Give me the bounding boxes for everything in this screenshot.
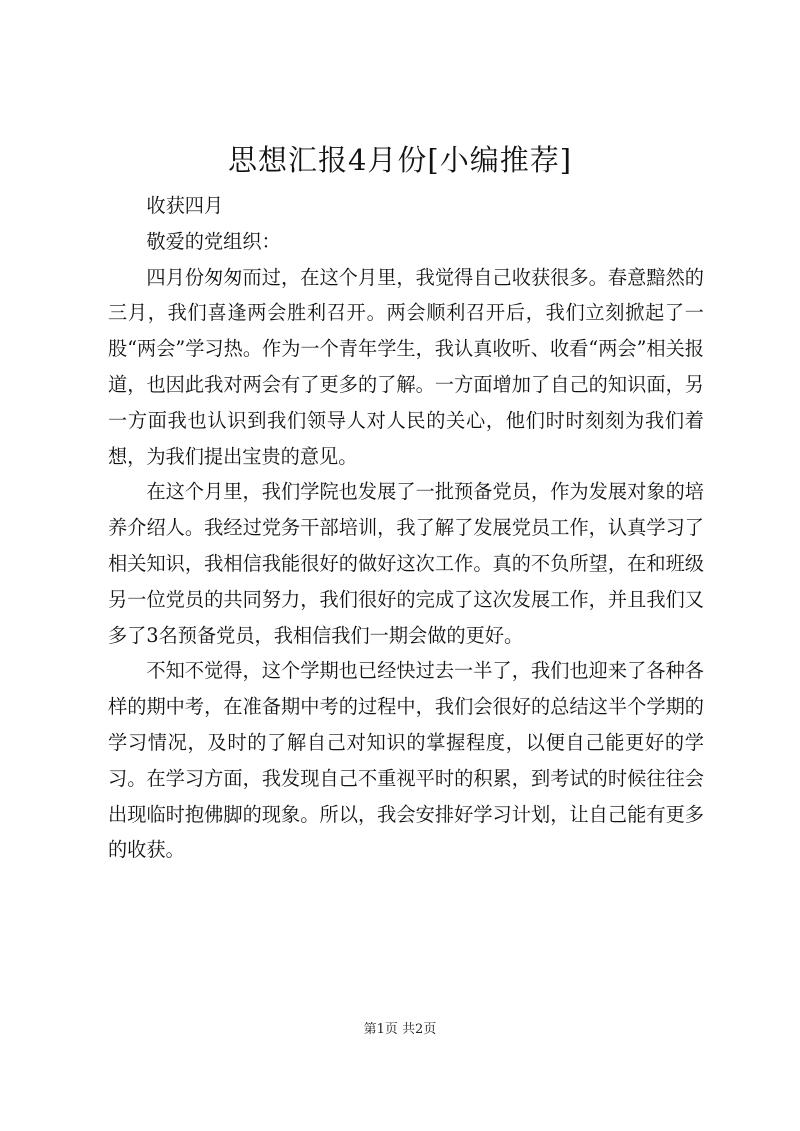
paragraph-3: 不知不觉得，这个学期也已经快过去一半了，我们也迎来了各种各样的期中考，在准备期中考的过程中，我们会很好的总结这半个学期的学习情况，及时的了解自己对知识的掌握程度，以便自己能更好的学习。在学习方面，我发现自己不重视平时的积累，到考试的时候往往会出现临时抱佛脚的现象。所以，我会安排好学习计划，让自己能有更多的收获。 [108, 659, 704, 862]
document-title: 思想汇报4月份[小编推荐] [227, 143, 573, 177]
paragraph-2: 在这个月里，我们学院也发展了一批预备党员，作为发展对象的培养介绍人。我经过党务干部培训，我了解了发展党员工作，认真学习了相关知识，我相信我能很好的做好这次工作。真的不负所望，在和班级另一位党员的共同努力，我们很好的完成了这次发展工作，并且我们又多了3名预备党员，我相信我们一期会做的更好。 [108, 480, 704, 647]
salutation-line: 敬爱的党组织： [146, 229, 281, 253]
subtitle-line: 收获四月 [146, 194, 224, 217]
document-body [108, 188, 704, 868]
page-number-footer: 第1页 共2页 [363, 1022, 437, 1037]
paragraph-1: 四月份匆匆而过，在这个月里，我觉得自己收获很多。春意黯然的三月，我们喜逢两会胜利召开。两会顺利召开后，我们立刻掀起了一股“两会”学习热。作为一个青年学生，我认真收听、收看“两会”相关报道，也因此我对两会有了更多的了解。一方面增加了自己的知识面，另一方面我也认识到我们领导人对人民的关心，他们时时刻刻为我们着想，为我们提出宝贵的意见。 [108, 265, 704, 468]
